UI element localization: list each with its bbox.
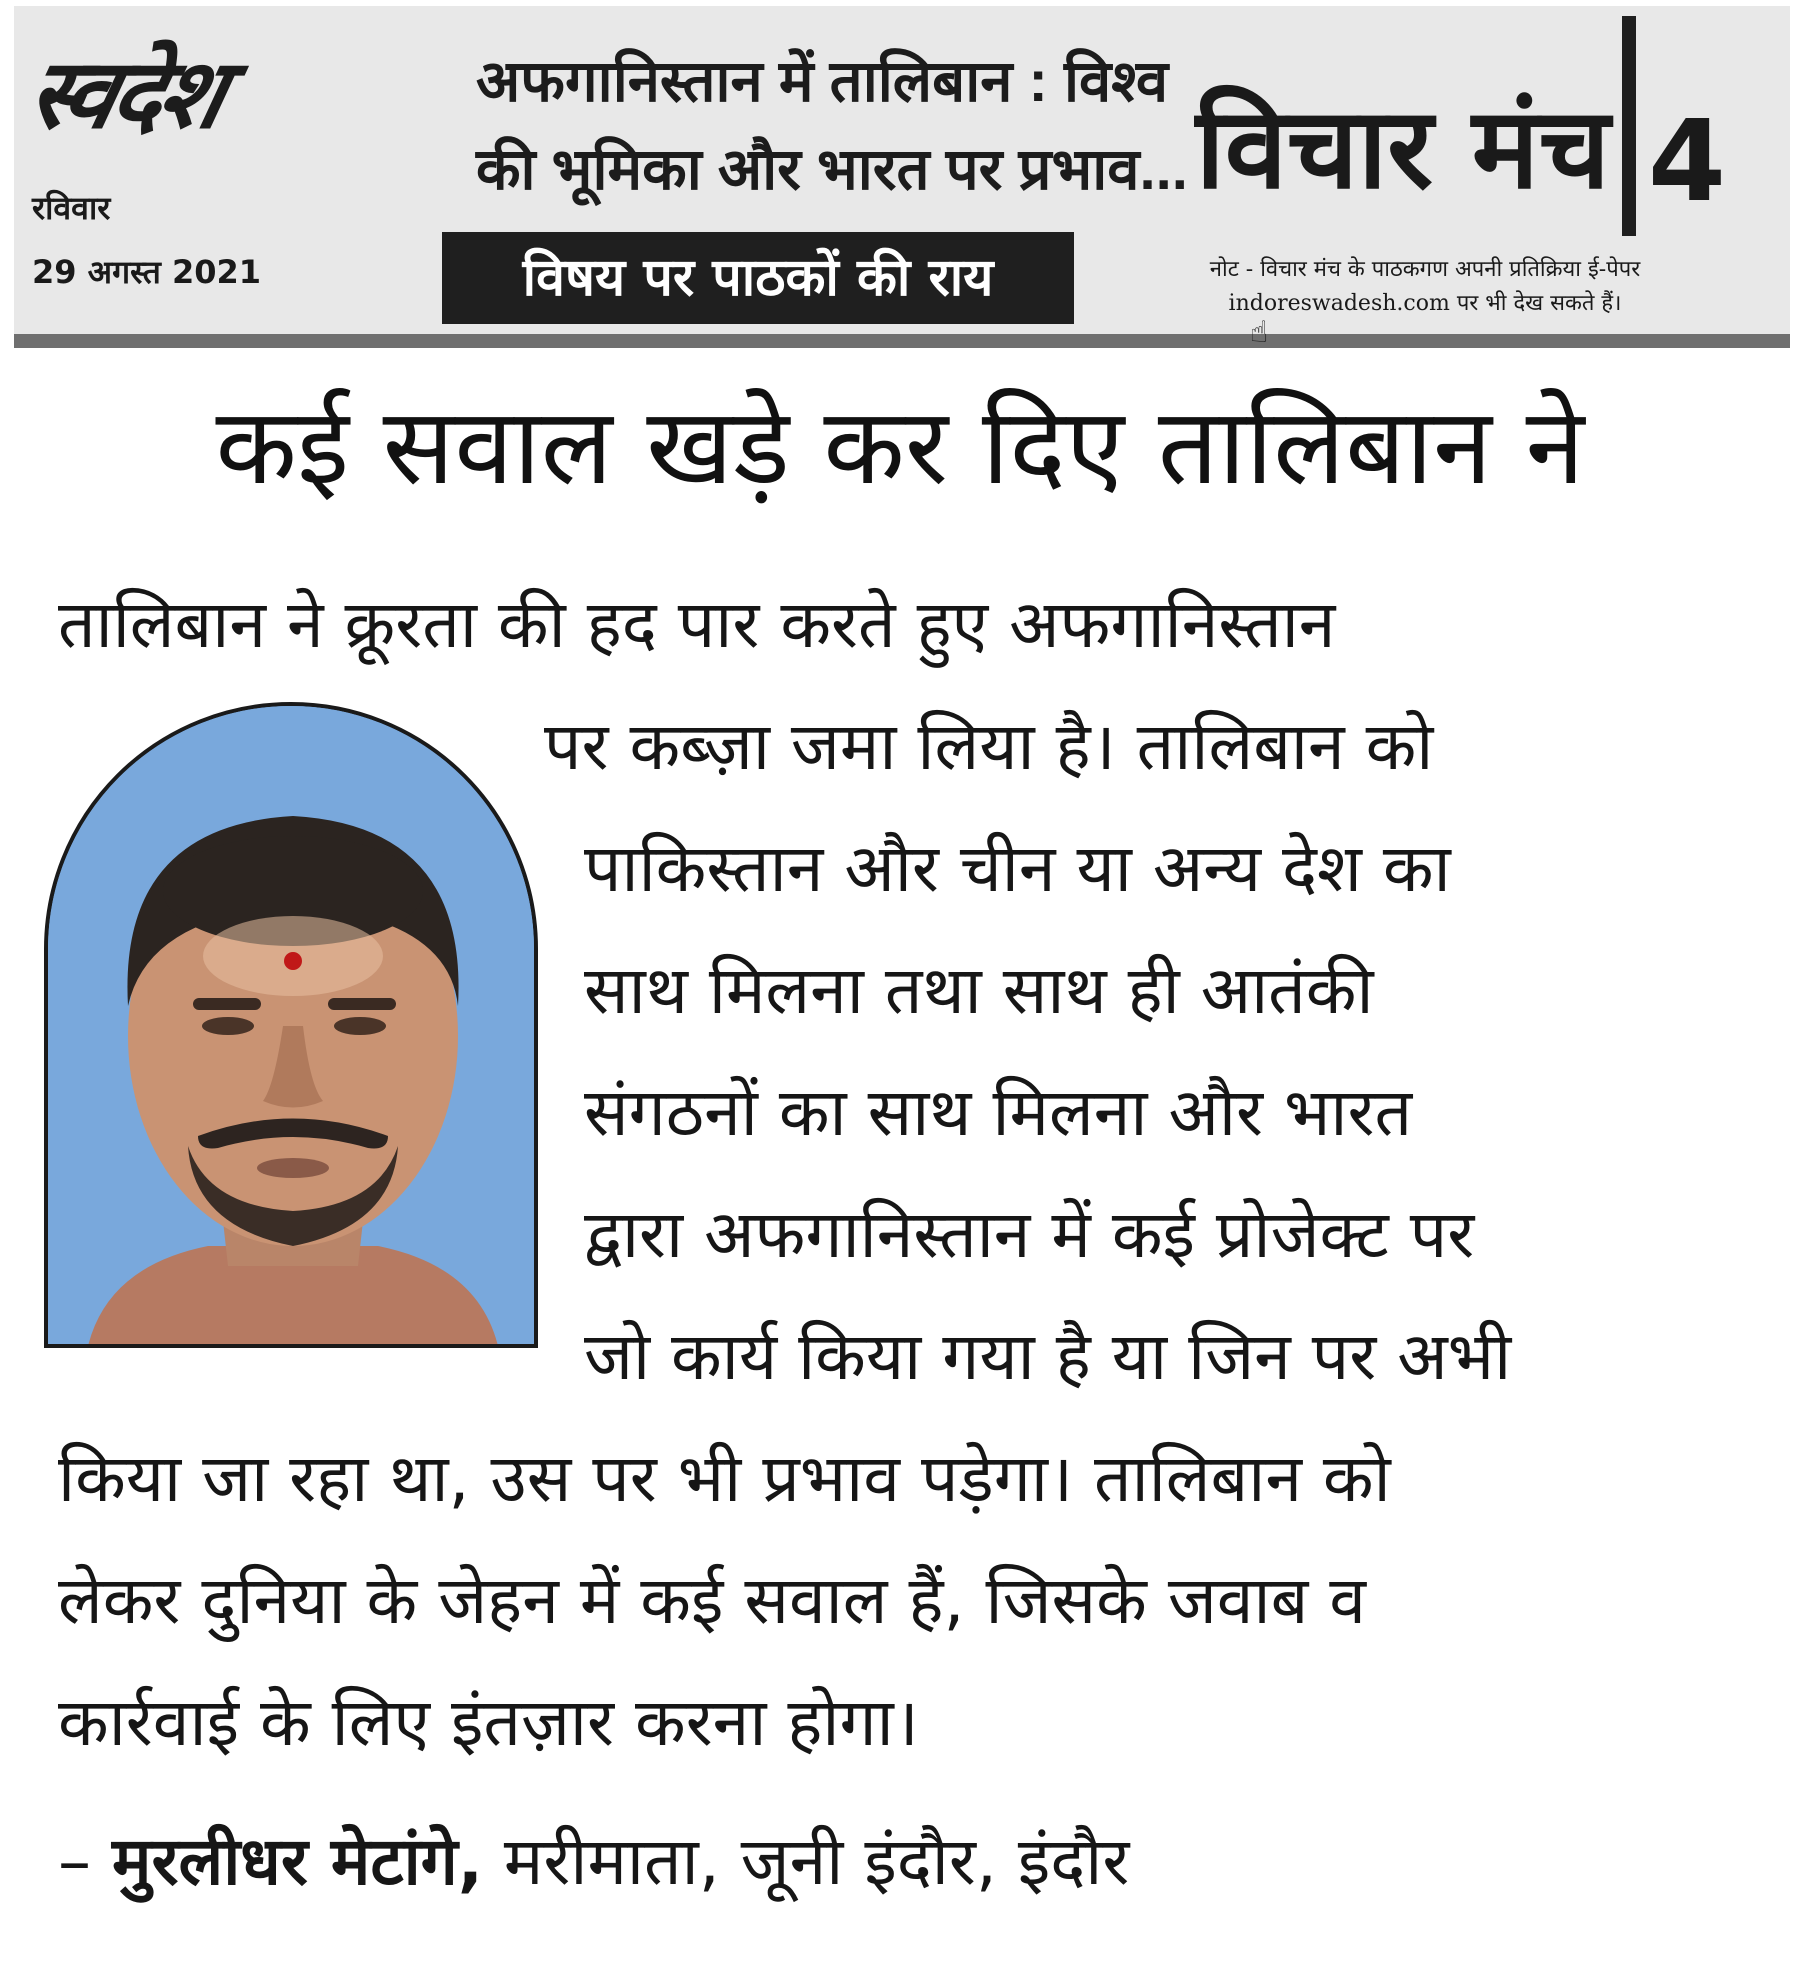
author-place: मरीमाता, जूनी इंदौर, इंदौर [503,1823,1130,1900]
masthead-rule [14,334,1790,348]
newspaper-logo: स्वदेश [18,37,234,150]
article-line: कार्रवाई के लिए इंतज़ार करना होगा। [58,1684,919,1761]
article-line: साथ मिलना तथा साथ ही आतंकी [584,952,1374,1029]
article-headline: कई सवाल खड़े कर दिए तालिबान ने [215,385,1585,508]
article-line: जो कार्य किया गया है या जिन पर अभी [584,1318,1512,1395]
author-photo [44,702,538,1348]
author-name: मुरलीधर मेटांगे, [111,1823,483,1900]
issue-day: रविवार [32,189,111,227]
article-line: लेकर दुनिया के जेहन में कई सवाल हैं, जिसके जवाब व [58,1562,1366,1639]
article-line: पर कब्ज़ा जमा लिया है। तालिबान को [544,708,1434,785]
article-line: किया जा रहा था, उस पर भी प्रभाव पड़ेगा। तालिबान को [58,1440,1391,1517]
article-line: पाकिस्तान और चीन या अन्य देश का [584,830,1451,907]
section-title: विचार मंच [1195,84,1610,214]
page-number: 4 [1648,97,1726,227]
readers-opinion-label: विषय पर पाठकों की राय [442,232,1074,324]
author-signature [58,1802,1129,1922]
topic-title-line-1: अफगानिस्तान में तालिबान : विश्व [476,49,1169,114]
topic-title-line-2: की भूमिका और भारत पर प्रभाव... [476,137,1188,202]
note-line-1: नोट - विचार मंच के पाठकगण अपनी प्रतिक्रिया ई-पेपर [1209,257,1641,282]
note-line-2: indoreswadesh.com पर भी देख सकते हैं। [1228,291,1622,316]
section-divider [1622,16,1636,236]
article-line: संगठनों का साथ मिलना और भारत [584,1074,1413,1151]
issue-date: 29 अगस्त 2021 [32,253,262,291]
article-line: द्वारा अफगानिस्तान में कई प्रोजेक्ट पर [584,1196,1475,1273]
article-line: तालिबान ने क्रूरता की हद पार करते हुए अफगानिस्तान [58,586,1336,663]
author-dash: – [58,1823,91,1900]
author-portrait-image [48,706,534,1344]
hand-pointer-icon: ☝ [1250,315,1269,350]
